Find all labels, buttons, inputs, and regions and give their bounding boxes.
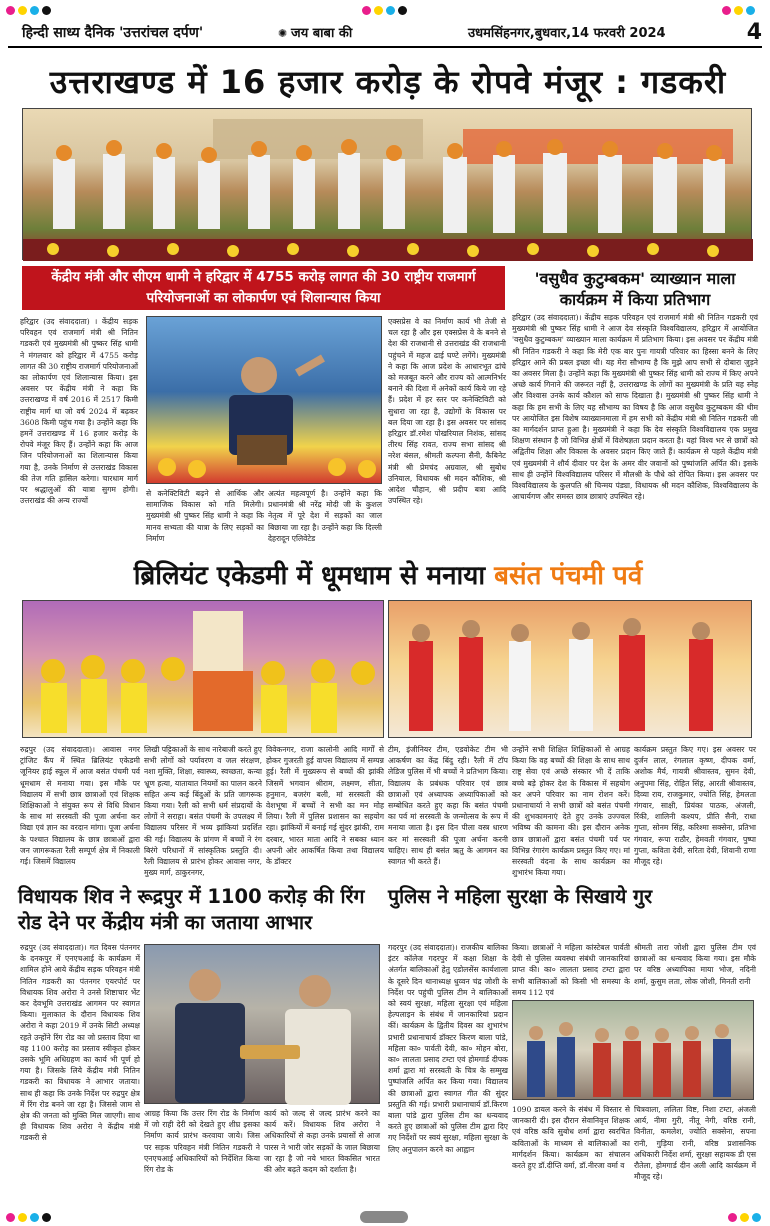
- story4-col3: कार्य को जल्द से जल्द प्रारंभ करने का कार्य करें। विधायक शिव अरोरा ने अधिकारियों से कहा उनके प्रयासों से आज पारस ने भारी जोर सड़कों के जाल बिछाया जा रहा है जो नये भारत विकसित भारत की ओर बढ़ते कदम को दर्शाता है।: [264, 1109, 380, 1175]
- story5-col5: चित्रवाला, ललिता विष्ट, निशा टम्टा, अंजली आर्य, नीमा गुरी, नीतू नेगी, वरिष्ठ रानी, विनीता, कमलेश, ज्योति सक्सेना, सपना रानी, गुड़िया रानी, वरिष्ठ प्रशासनिक अधिकारी निर्देश शर्मा, सुरक्षा सहायक डी एस रौतेला, होमगार्ड दीन अली आदि कार्यक्रम में मौजूद रहे।: [634, 1105, 756, 1182]
- story4-col1: रुद्रपुर (उद संवाददाता)। गत दिवस पंतनगर के दनकपुर में एनएचआई के कार्यक्रम में शामिल होने आये केंद्रीय सड़क परिवहन मंत्री नितिन गडकरी का पंतनगर एयरपोर्ट पर विधायक शिव अरोरा ने उनसे शिष्टाचार भेंट कर देवभूमि उत्तराखंड आगमन पर स्वागत किया। मुलाकात के दौरान विधायक शिव अरोरा ने कहा 2019 में उनके सिटी अध्यक्ष रहते उन्होंने रिंग रोड का जो प्रस्ताव दिया था वह 1100 करोड़ का प्रस्ताव स्वीकृत होकर उसके भूमि अधिग्रहण का कार्य भी पूर्ण हो गया है। जिसके लिये केंद्रीय मंत्री नितिन गडकरी का विधायक ने आभार जताया। साथ ही कहा कि उनके निर्देश पर रुद्रपुर क्षेत्र में रिंग रोड बनने जा रहा है। जिससे जाम से क्षेत्र की जनता को मुक्ति मिल जाएगी। साथ ही विधायक शिव अरोरा ने केंद्रीय मंत्री गडकरी से: [20, 943, 140, 1143]
- story1-col4: एक्सप्रेस वे का निर्माण कार्य भी तेजी से चल रहा है और इस एक्सप्रेस वे के बनने से देश की राजधानी से उत्तराखंड की राजधानी पहुंचने में महज ढाई घण्टे लगेंगे। मुख्यमंत्री ने कहा कि आज प्रदेश के आधारभूत ढांचे को मजबूत करने और राज्य को आत्मनिर्भर बनाने की दिशा में अनेकों कार्य किये जा रहे हैं। प्रदेश में हर स्तर पर कनेक्टिविटी को सुधारा जा रहा है, उद्योगों के विकास पर बल दिया जा रहा है। इस अवसर पर सांसद हरिद्वार डॉ.रमेश पोखरियाल निशंक, सांसद तीरथ सिंह रावत, राज्य सभा सांसद श्री नरेश बंसल, श्रीमती कल्पना सैनी, कैबिनेट मंत्री श्री प्रेमचंद अग्रवाल, श्री सुबोध उनियाल, विधायक श्री मदन कौशिक, श्री आदेश चौहान, श्री प्रदीप बत्रा आदि उपस्थित रहे।: [388, 317, 506, 506]
- stage-photo: [22, 108, 752, 260]
- registration-mark: [360, 1211, 408, 1223]
- story3-col5: उन्होंने सभी शिक्षित शिक्षिकाओं से आग्रह किया कि वह बच्चों की शिक्षा के साथ साथ राष्ट्र सेवा एवं अच्छे संस्कार भी दें ताकि बच्चे बड़े होकर देश के विकास में सहयोग कर अपने परिवार का नाम रोशन करें। प्रधानाचार्या ने सभी छात्रों को बसंत पंचमी की शुभकामनाएं देते हुए उनके उज्ज्वल भविष्य की कामना की। इस दौरान अनेक छात्र छात्राओं द्वारा बसंत पंचमी पर्व पर विभिन्न रंगारंग कार्यक्रम प्रस्तुत किए गए। मां सरस्वती वंदना के साथ कार्यक्रम का शुभारंभ किया गया।: [512, 745, 630, 878]
- story1-col1: हरिद्वार (उद संवाददाता) । केंद्रीय सड़क परिवहन एवं राजमार्ग मंत्री श्री नितिन गडकरी एवं मुख्यमंत्री श्री पुष्कर सिंह धामी ने मंगलवार को हरिद्वार में 4755 करोड़ लागत की 30 राष्ट्रीय राजमार्ग परियोजनाओं का लोकार्पण एवं शिलान्यास किया। इस अवसर पर केंद्रीय मंत्री ने कहा कि उत्तराखण्ड में वर्ष 2016 में 2517 किमी राष्ट्रीय मार्ग था जो वर्ष 2024 में बढ़कर 3608 किमी पहुंच गया है। उन्होंने कहा कि हमनें उत्तराखण्ड में 16 हजार करोड़ के रोपवे मंजूर किए हैं। उन्होंने कहा कि आज जिन परियोजनाओं का शिलान्यास किया गया है, उनके निर्माण से उत्तराखंड विकास की तेज गति हासिल करेगा। चारधाम मार्ग पर श्रद्धालुओं की यात्रा सुगम होगी। उत्तराखंड की अन्य राज्यों: [20, 317, 138, 506]
- bottom-right-registration-dots: [728, 1213, 761, 1222]
- story5-col4: 1090 डायल करने के संबंध में विस्तार से जानकारी दी। इस दौरान सेवानिवृत्त शिक्षक एवं वरिष्ठ कवि सुबोध शर्मा द्वारा स्वरचित कविताओं के माध्यम से बालिकाओं का मार्गदर्शन किया। कार्यक्रम का संचालन करते हुए डॉ.दीप्ति वर्मा, डॉ.नीरजा वर्मा व: [512, 1105, 630, 1171]
- meeting-figures: [145, 945, 381, 1105]
- story3-headline: [18, 556, 758, 592]
- police-photo: [512, 1000, 754, 1100]
- story1-col2: से कनेक्टिविटी बढ़ने से आर्थिक और सामाजिक विकास को गति मिलेगी। मुख्यमंत्री श्री पुष्कर सिंह धामी ने कहा कि मानव सभ्यता की यात्रा के लिए सड़कों का निर्माण: [146, 489, 264, 543]
- basant-figures-1: [23, 601, 385, 739]
- police-figures: [513, 1001, 755, 1101]
- story3-col2: लिखी पट्टिकाओं के साथ नारेबाजी करते हुए सभी लोगों को पर्यावरण व जल संरक्षण, नशा मुक्ति, शिक्षा, स्वास्थ्य, स्वच्छता, कन्या भ्रूण हत्या, यातायात नियमों का पालन करने सहित अन्य कई बिंदुओं के प्रति जागरूक किया गया। रैली को सभी धर्म संप्रदायों के लोगों ने सराहा। बसंत पंचमी के उपलक्ष्य में विद्यालय परिसर में भव्य झांकियां प्रदर्शित की गई। विद्यालय के प्रांगण में बच्चों ने रंग बिरंगे परिधानों में सांस्कृतिक प्रस्तुति दी। रैली विद्यालय से प्रारंभ होकर आवास नगर, मुख्य मार्ग, ठाकुरनगर,: [144, 745, 262, 878]
- story3-col4: टीम, इंजीनियर टीम, एडवोकेट टीम भी आकर्षण का केंद्र बिंदु रही। रैली में टॉप लेडिज पुलिस में भी बच्चों ने प्रतिभाग किया। विद्यालय के प्रबंधक परिवार एवं छात्र छात्राओं एवं अध्यापक अध्यापिकाओं को सम्बोधित करते हुए कहा कि बसंत पंचमी का पर्व मां सरस्वती के जन्मोत्सव के रूप में मनाया जाता है। इस दिन पीला वस्त्र धारण कर मां सरस्वती की पूजा अर्चना करनी चाहिए। साथ ही बसंत ऋतु के आगमन का स्वागत भी करते हैं।: [388, 745, 508, 867]
- story5-col1: गदरपुर (उद संवाददाता)। राजकीय बालिका इंटर कॉलेज गदरपुर में कक्षा शिक्षा के अंतर्गत बालिकाओं हेतु एडोलसेंस कार्यशाला के दूसरे दिन थानाध्यक्ष धुव्वन चंद्र जोशी के निर्देश पर पहुंची पुलिस टीम ने बालिकाओं को स्वयं सुरक्षा, महिला सुरक्षा एवं महिला हेल्पलाइन के संबंध में जानकारियां प्रदान कीं। कार्यक्रम के द्वितीय दिवस का शुभारंभ प्रभारी प्रधानाचार्य डॉक्टर किरण बाला पांडे, महिला का० पार्वती देवी, का० मोहन बोरा, का० लालता प्रसाद टम्टा एवं होमगार्ड दीपक शर्मा द्वारा मां सरस्वती के चित्र के सम्मुख पुष्पांजलि अर्पित कर किया गया। विद्यालय की छात्राओं द्वारा स्वागत गीत की सुंदर प्रस्तुति की गई। प्रभारी प्रधानाचार्य डॉ.किरण बाला पांडे द्वारा पुलिस टीम का धन्यवाद करते हुए छात्राओं को पुलिस टीम द्वारा दिए गए निर्देशों पर स्वयं सुरक्षा, महिला सुरक्षा के लिए अनुपालन करने का आह्वान: [388, 943, 508, 1154]
- story3-headline-part2: बसंत पंचमी पर्व: [494, 561, 643, 591]
- story2-headline: 'वसुधैव कुटुम्बकम' व्याख्यान माला कार्यक्रम में किया प्रतिभाग: [534, 269, 736, 309]
- story4-col2: आग्रह किया कि उत्तर रिंग रोड के निर्माण में जो राही देरी को देखते हुए शीघ्र इसका निर्माण कार्य प्रारंभ करवाया जाये। जिस पर सड़क परिवहन मंत्री नितिन गडकरी ने एनएचआई अधिकारियों को निर्देशित किया रिंग रोड के: [144, 1109, 260, 1175]
- story1-col3: अत्यंत महत्वपूर्ण है। उन्होंने कहा कि प्रधानमंत्री श्री नरेंद्र मोदी जी के कुशल नेतृत्व में पूरे देश में सड़कों का जाल बिछाया जा रहा है। उन्होंने कहा कि दिल्ली देहरादून एलिवेटेड: [268, 489, 382, 543]
- dateline: उधमसिंहनगर,बुधवार,14 फरवरी 2024: [468, 26, 666, 41]
- story3-col3: विवेकनगर, राजा कालोनी आदि मार्गों से होकर गुजरती हुई वापस विद्यालय में सम्पन्न हुई। रैली में मुख्यरूप से बच्चों की झांकी जिसमें भगवान श्रीराम, लक्ष्मण, सीता, हनुमान, बजरंग बली, मां सरस्वती की वेशभूषा में बच्चों ने सभी का मन मोह लिया। रैली में पुलिस प्रशासन का सहयोग रहा। झांकियों में बनाई गई सुंदर झांकी, राम दरबार, भारत माता आदि ने सबका ध्यान अपनी ओर आकर्षित किया तथा विद्यालय के डॉक्टर: [266, 745, 384, 867]
- speaker-figure: [147, 317, 383, 485]
- story5-col3: श्रीमती तारा जोशी द्वारा पुलिस टीम एवं छात्राओं का धन्यवाद किया गया। इस मौके पर वरिष्ठ अध्यापिका माया भोज, नदिनी शर्मा, कुसुम लता, लोक जोशी, मिनती रानी: [634, 943, 756, 986]
- page-header: [8, 18, 762, 48]
- basant-photo-2: [388, 600, 752, 738]
- bottom-left-registration-dots: [6, 1213, 51, 1222]
- slogan: ✺ जय बाबा की: [278, 26, 353, 41]
- stage-figures: [23, 109, 753, 261]
- om-icon: ✺: [278, 27, 292, 40]
- paper-name: हिन्दी साध्य दैनिक 'उत्तरांचल दर्पण': [22, 24, 204, 41]
- story5-col2: किया। छात्राओं ने महिला कांस्टेबल पार्वती देवी से पुलिस व्यवस्था संबंधी जानकारियां प्राप्त की। का० लालता प्रसाद टम्टा द्वारा सभी बालिकाओं को किसी भी समस्या के समय 112 एवं: [512, 943, 630, 997]
- basant-figures-2: [389, 601, 753, 739]
- story2-body: हरिद्वार (उद संवाददाता)। केंद्रीय सड़क परिवहन एवं राजमार्ग मंत्री श्री नितिन गडकरी एवं मुख्यमंत्री श्री पुष्कर सिंह धामी ने आज देव संस्कृति विश्वविद्यालय, हरिद्वार में आयोजित 'वसुधैव कुटुम्बकम' व्याख्यान माला कार्यक्रम में प्रतिभाग किया। इस अवसर पर केंद्रीय मंत्री श्री नितिन गडकरी ने कहा कि मेरी एक बार पुनः गायत्री परिवार का हिस्सा बनने के लिए हरिद्वार आने की प्रबल इच्छा थी। यह मेरा सौभाग्य है कि मुझे आप सभी से दोबारा जुड़ने का अवसर मिला है। उन्होंने कहा कि मुख्यमंत्री श्री पुष्कर सिंह धामी को राज्य में किए अपने अच्छे कार्य गिनाने की जरूरत नहीं है, उत्तराखण्ड के लोगों का मुख्यमंत्री के प्रति यह स्नेह और विश्वास उनके कार्य कौशल को साफ दिखाता है। मुख्यमंत्री श्री पुष्कर सिंह धामी ने कहा कि हम सभी के लिए यह सौभाग्य का विषय है कि आज वसुधैव कुटुम्बकम की थीम पर आयोजित इस विशेष व्याख्यानमाला में हम सभी को केंद्रीय मंत्री श्री नितिन गडकरी जी का मार्गदर्शन प्राप्त हुआ है। मुख्यमंत्री ने कहा कि देव संस्कृति विश्वविद्यालय एक प्रमुख शिक्षण संस्थान है जो विभिन्न क्षेत्रों में विशेषज्ञता प्रदान करता है। यहां विश्व भर से छात्रों को अद्वितीय शिक्षा और विकास के अवसर प्रदान किए जाते हैं। कार्यक्रम से पहले केंद्रीय मंत्री एवं मुख्यमंत्री ने शौर्य दीवार पर देश के अमर वीर जवानों को पुष्पांजलि अर्पित की। इसके साथ ही उन्होंने विश्वविद्यालय परिसर में मौलश्री के पौधे को रोपित किया। इस अवसर पर विश्वविद्यालय के कुलपति श्री चिन्मय पंड्या, विधायक श्री मदन कौशिक, विश्वविद्यालय के आचार्यगण और समस्त छात्र छात्राएं उपस्थित रहे।: [512, 313, 758, 502]
- story3-col6: कार्यक्रम प्रस्तुत किए गए। इस अवसर पर दुर्जन लाल, रंगलाल कृष्ण, दीपक वर्मा, अशोक मैर्य, गायत्री श्रीवास्तव, सुमन देवी, अनुपमा सिंह, रोहित सिंह, आरती श्रीवास्तव, दिव्या राय, राजकुमार, ज्योति सिंह, हेमलता गंगवार, साक्षी, प्रियंका पाठक, अंजली, रिंकी, शालिनी कश्यप, प्रीति सैनी, राधा गुप्ता, सोनम सिंह, करिश्मा सक्सेना, प्रतिभा गंगवार, रूपा राठौर, हेमवती गंगवार, पुष्पा गुप्ता, कविता देवी, सरिता देवी, शिवानी राणा मौजूद रहे।: [634, 745, 756, 867]
- meeting-photo: [144, 944, 380, 1104]
- story5-headline: पुलिस ने महिला सुरक्षा के सिखाये गुर: [388, 885, 653, 908]
- page-number: 4: [746, 19, 762, 45]
- subheadline-box: [22, 266, 505, 310]
- top-right-registration-dots: [722, 6, 755, 15]
- top-center-registration-dots: [362, 6, 407, 15]
- main-headline: उत्तराखण्ड में 16 हजार करोड़ के रोपवे मंजूर : गडकरी: [49, 63, 727, 101]
- story1-subheadline: केंद्रीय मंत्री और सीएम धामी ने हरिद्वार में 4755 करोड़ लागत की 30 राष्ट्रीय राजमार्ग परियोजनाओं का लोकार्पण एवं शिलान्यास किया: [51, 269, 476, 306]
- story4-headline: विधायक शिव ने रूद्रपुर में 1100 करोड़ की रिंग रोड देने पर केंद्रीय मंत्री का जताया आभार: [18, 885, 365, 934]
- story3-col1: रुद्रपुर (उद संवाददाता)। आवास नगर ट्रांजिट कैंप में स्थित ब्रिलियंट एकेडमी जूनियर हाई स्कूल में आज बसंत पंचमी पर्व धूमधाम से मनाया गया। इस मौके पर विद्यालय में सभी छात्र छात्राओं एवं शिक्षक शिक्षिकाओं ने संयुक्त रूप से विधि विधान के साथ मां सरस्वती की पूजा अर्चना कर विद्या एवं ज्ञान का वरदान मांगा। पूजा अर्चना के पश्चात विद्यालय के छात्र छात्राओं द्वारा जन जागरूकता रैली सम्पूर्ण क्षेत्र में निकाली गई। जिसमें विद्यालय: [20, 745, 140, 867]
- basant-photo-1: [22, 600, 384, 738]
- story3-headline-part1: ब्रिलियंट एकेडमी में धूमधाम से मनाया: [133, 561, 486, 591]
- gadkari-photo: [146, 316, 382, 484]
- top-left-registration-dots: [6, 6, 51, 15]
